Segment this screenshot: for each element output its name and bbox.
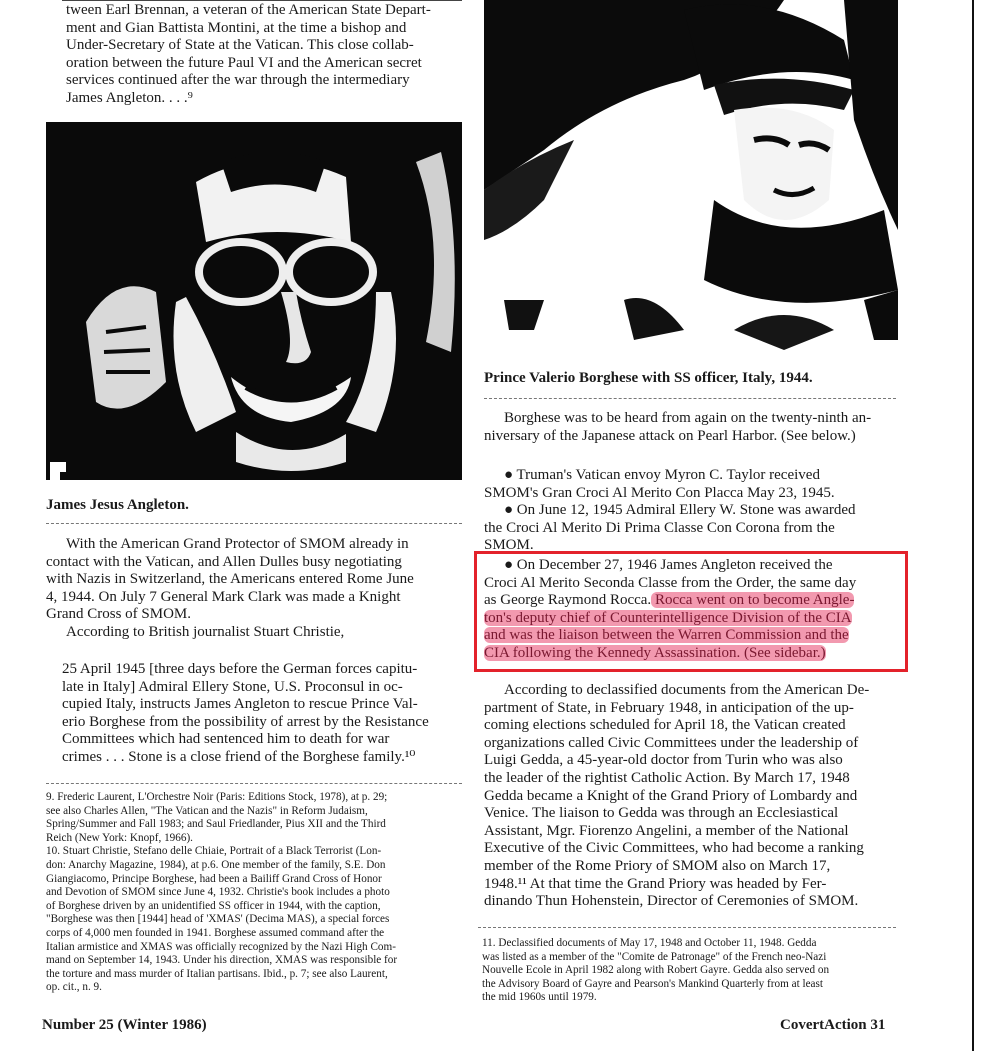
- footnote-line: and Devotion of SMOM since June 4, 1932. Christie's book includes a photo: [46, 886, 390, 899]
- rocca-intro: as George Raymond Rocca.: [484, 592, 652, 609]
- body-line: [484, 627, 896, 645]
- footer-page: CovertAction 31: [780, 1017, 886, 1033]
- footnote-line: was listed as a member of the "Comite de Patronage" of the French neo-Nazi: [482, 950, 827, 963]
- body-line: Grand Cross of SMOM.: [46, 606, 192, 623]
- body-line: [484, 592, 896, 610]
- body-line: coming elections scheduled for April 18, the Vatican created: [484, 717, 846, 734]
- body-line: 1948.¹¹ At that time the Grand Priory was headed by Fer-: [484, 875, 827, 892]
- footnote-line: the torture and mass murder of Italian partisans. Ibid., p. 7; see also Laurent,: [46, 967, 388, 980]
- highlighted-text: Rocca went on to become Angle-: [651, 592, 855, 609]
- page-edge-rule: [972, 0, 974, 1051]
- borghese-officer-image: [484, 0, 898, 358]
- body-line: contact with the Vatican, and Allen Dulles busy negotiating: [46, 553, 402, 570]
- quote-line: 25 April 1945 [three days before the German forces capitu-: [62, 661, 418, 677]
- footnote-line: see also Charles Allen, "The Vatican and the Nazis" in Reform Judaism,: [46, 804, 368, 817]
- body-line: Luigi Gedda, a 45-year-old doctor from Turin who was also: [484, 752, 843, 769]
- caption-rule-right: [484, 398, 896, 399]
- footnote-line: "Borghese was then [1944] head of 'XMAS' (Decima MAS), a special forces: [46, 913, 390, 926]
- intro-line: oration between the future Paul VI and the American secret: [66, 54, 422, 71]
- footnote-line: the mid 1960s until 1979.: [482, 991, 597, 1004]
- body-line: ● Truman's Vatican envoy Myron C. Taylor received: [504, 467, 820, 483]
- footnote-line: of Borghese driven by an unidentified SS officer in 1944, with the caption,: [46, 899, 381, 912]
- footnote-line: the Advisory Board of Gayre and Pearson's Mankind Quarterly from at least: [482, 977, 823, 990]
- quote-line: crimes . . . Stone is a close friend of the Borghese family.¹⁰: [62, 748, 416, 765]
- bullet-taylor: [484, 467, 896, 502]
- highlighted-text: ton's deputy chief of Counterintelligence Division of the CIA: [484, 609, 852, 626]
- borghese-photo: [484, 0, 898, 358]
- footer-issue: Number 25 (Winter 1986): [42, 1017, 207, 1033]
- footnote-line: 10. Stuart Christie, Stefano delle Chiaie, Portrait of a Black Terrorist (Lon-: [46, 845, 382, 858]
- bullet-angleton-rocca: [484, 557, 896, 663]
- body-line: Executive of the Civic Committees, who had become a ranking: [484, 840, 864, 857]
- bullet-stone: [484, 502, 896, 555]
- quote-line: erio Borghese from the possibility of arrest by the Resistance: [62, 713, 429, 730]
- left-footnotes: [46, 791, 462, 995]
- footnote-rule-left: [46, 783, 462, 784]
- angleton-photo: [46, 122, 462, 480]
- body-line: 4, 1944. On July 7 General Mark Clark was made a Knight: [46, 588, 401, 605]
- right-para-2: [484, 682, 896, 911]
- quote-line: late in Italy] Admiral Ellery Stone, U.S. Proconsul in oc-: [62, 678, 403, 695]
- footnote-line: don: Anarchy Magazine, 1984), at p.6. One member of the family, S.E. Don: [46, 858, 386, 871]
- footnote-line: mand on September 14, 1943. Under his direction, XMAS was responsible for: [46, 954, 398, 967]
- body-line: Croci Al Merito Seconda Classe from the Order, the same day: [484, 574, 857, 591]
- body-line: Venice. The liaison to Gedda was through an Ecclesiastical: [484, 805, 839, 822]
- body-line: with Nazis in Switzerland, the Americans entered Rome June: [46, 571, 414, 588]
- quote-line: cupied Italy, instructs James Angleton to rescue Prince Val-: [62, 696, 418, 713]
- body-line: SMOM.: [484, 537, 534, 554]
- top-left-fragment: [62, 0, 462, 1]
- angleton-caption: James Jesus Angleton.: [46, 497, 189, 513]
- angleton-portrait-image: [46, 122, 462, 480]
- footnote-line: corps of 4,000 men founded in 1941. Borghese assumed command after the: [46, 926, 385, 939]
- footnote-line: Giangiacomo, Principe Borghese, had been a Bailiff Grand Cross of Honor: [46, 872, 382, 885]
- body-line: SMOM's Gran Croci Al Merito Con Placca May 23, 1945.: [484, 484, 835, 501]
- body-line: Gedda became a Knight of the Grand Priory of Lombardy and: [484, 787, 858, 804]
- borghese-caption: Prince Valerio Borghese with SS officer, Italy, 1944.: [484, 370, 813, 386]
- footnote-line: 9. Frederic Laurent, L'Orchestre Noir (Paris: Editions Stock, 1978), at p. 29;: [46, 791, 388, 803]
- body-line: the leader of the rightist Catholic Action. By March 17, 1948: [484, 769, 850, 786]
- caption-rule-left: [46, 523, 462, 524]
- body-line: [484, 645, 896, 663]
- footnote-line: 11. Declassified documents of May 17, 1948 and October 11, 1948. Gedda: [482, 937, 817, 949]
- body-line: niversary of the Japanese attack on Pearl Harbor. (See below.): [484, 427, 856, 444]
- body-line: partment of State, in February 1948, in anticipation of the up-: [484, 699, 854, 716]
- footnote-line: Reich (New York: Knopf, 1966).: [46, 831, 193, 844]
- intro-line: James Angleton. . . .⁹: [66, 89, 193, 106]
- body-line: Assistant, Mgr. Fiorenzo Angelini, a member of the National: [484, 822, 849, 839]
- christie-quote: [62, 661, 456, 767]
- highlighted-text: and was the liaison between the Warren Commission and the: [484, 627, 849, 644]
- right-footnotes: [482, 937, 896, 1005]
- quote-line: Committees which had sentenced him to death for war: [62, 731, 390, 748]
- footnote-line: Italian armistice and XMAS was officially recognized by the Nazi High Com-: [46, 940, 396, 953]
- highlighted-text: CIA following the Kennedy Assassination. (See sidebar.): [484, 644, 826, 661]
- body-line: According to declassified documents from the American De-: [504, 682, 870, 698]
- left-paragraph: [46, 536, 462, 642]
- body-line: the Croci Al Merito Di Prima Classe Con Corona from the: [484, 519, 835, 536]
- body-line: With the American Grand Protector of SMOM already in: [66, 536, 409, 552]
- footnote-line: Spring/Summer and Fall 1983; and Saul Friedlander, Pius XII and the Third: [46, 818, 386, 831]
- footnote-rule-right: [478, 927, 896, 928]
- body-line: [484, 610, 896, 628]
- intro-line: services continued after the war through the intermediary: [66, 72, 410, 89]
- intro-line: ment and Gian Battista Montini, at the time a bishop and: [66, 19, 407, 36]
- body-line: Borghese was to be heard from again on the twenty-ninth an-: [504, 410, 872, 426]
- left-intro-text: [66, 2, 462, 108]
- body-line: ● On June 12, 1945 Admiral Ellery W. Stone was awarded: [504, 502, 856, 518]
- body-line: member of the Rome Priory of SMOM also on March 17,: [484, 857, 831, 874]
- right-para-1: [484, 410, 896, 445]
- body-line: ● On December 27, 1946 James Angleton received the: [504, 557, 833, 573]
- body-line: dinando Thun Hohenstein, Director of Ceremonies of SMOM.: [484, 893, 859, 910]
- intro-line: Under-Secretary of State at the Vatican. This close collab-: [66, 37, 414, 54]
- footnote-line: Nouvelle Ecole in April 1982 along with Robert Gayre. Gedda also served on: [482, 964, 830, 977]
- body-line: organizations called Civic Committees under the leadership of: [484, 734, 859, 751]
- footnote-line: op. cit., n. 9.: [46, 981, 102, 994]
- intro-line: tween Earl Brennan, a veteran of the American State Depart-: [66, 2, 431, 18]
- body-line: According to British journalist Stuart Christie,: [66, 623, 345, 640]
